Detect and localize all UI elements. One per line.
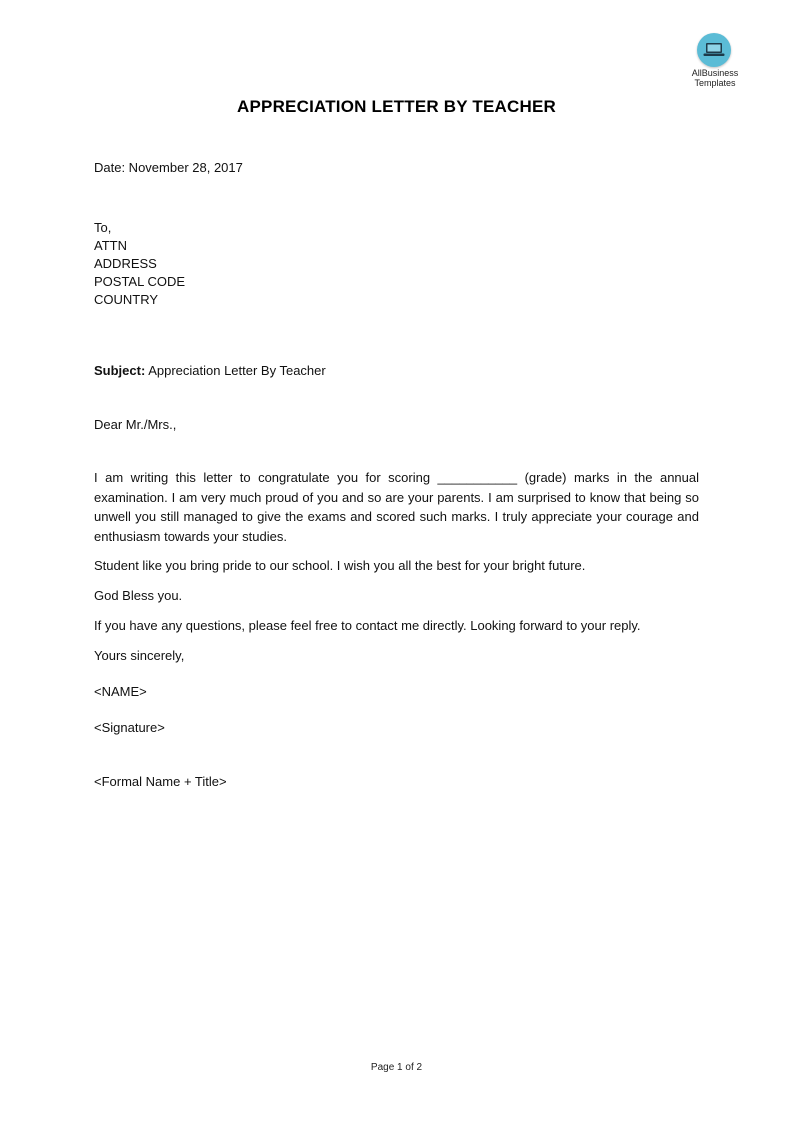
recipient-address: ADDRESS [94, 256, 157, 271]
allbusiness-logo [684, 31, 746, 91]
logo-line-1: AllBusiness [691, 68, 739, 78]
body-paragraph-2: Student like you bring pride to our school. I wish you all the best for your bright future. [94, 558, 586, 573]
logo-line-2: Templates [694, 78, 736, 88]
formal-name-placeholder: <Formal Name + Title> [94, 774, 227, 789]
name-placeholder: <NAME> [94, 684, 147, 699]
recipient-country: COUNTRY [94, 292, 159, 307]
recipient-postal-code: POSTAL CODE [94, 274, 186, 289]
body-paragraph-4: If you have any questions, please feel free to contact me directly. Looking forward to your reply. [94, 618, 641, 633]
subject-text: Appreciation Letter By Teacher [145, 363, 326, 378]
body-paragraph-1: I am writing this letter to congratulate you for scoring ___________ (grade) marks in the annual examination. I am very much proud of you and so are your parents. I am surprised to know that being so unwell you still managed to give the exams and scored such marks. I truly appreciate your courage and enthusiasm towards your studies. [94, 470, 699, 544]
document-title: APPRECIATION LETTER BY TEACHER [237, 97, 556, 116]
signature-placeholder: <Signature> [94, 720, 165, 735]
closing: Yours sincerely, [94, 648, 185, 663]
laptop-icon [697, 33, 731, 67]
recipient-attn: ATTN [94, 238, 127, 253]
salutation: Dear Mr./Mrs., [94, 417, 177, 432]
subject-label: Subject: [94, 363, 146, 378]
logo-text [684, 68, 746, 88]
page-number: Page 1 of 2 [370, 1062, 423, 1073]
subject-line [94, 362, 326, 380]
recipient-to: To, [94, 220, 112, 235]
body-paragraph-3: God Bless you. [94, 588, 183, 603]
date-line: Date: November 28, 2017 [94, 160, 243, 175]
